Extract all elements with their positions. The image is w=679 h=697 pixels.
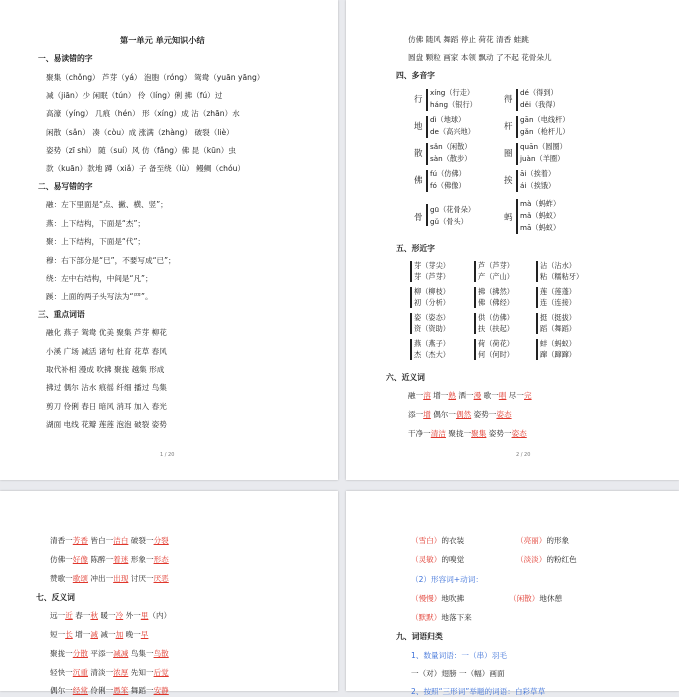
- answer: （淡淡）: [516, 555, 547, 564]
- answer: 熟: [448, 391, 456, 400]
- word: 轻快一: [50, 668, 73, 677]
- bracket: [516, 199, 518, 234]
- word: 增一: [430, 391, 449, 400]
- document-page-4: [346, 491, 679, 696]
- word: 赞歌一: [50, 574, 73, 583]
- bracket: [536, 313, 538, 334]
- bracket: [410, 339, 412, 360]
- shape-item: 扶（扶起）: [478, 324, 514, 333]
- answer: 形态: [153, 555, 169, 564]
- poly-reading: juàn（羊圈）: [520, 154, 565, 163]
- answer: 里: [140, 611, 149, 620]
- poly-reading: āi（挨着）: [520, 169, 556, 178]
- bracket: [516, 116, 518, 138]
- antonym-line: [50, 630, 148, 640]
- page-number: 2 / 20: [516, 452, 531, 458]
- page-number: 1 / 20: [160, 452, 175, 458]
- poly-reading: dì（地球）: [430, 115, 466, 124]
- poly-reading: mā（蚂蚁）: [520, 223, 561, 232]
- text-line: 融化 燕子 鸳鸯 优美 聚集 芦芽 柳花: [46, 328, 167, 337]
- poly-char: 挨: [504, 176, 513, 186]
- word: 地落下来: [441, 613, 472, 622]
- answer: 偶然: [455, 410, 472, 419]
- bracket: [474, 339, 476, 360]
- word: 洒一: [455, 391, 474, 400]
- word: 讨厌一: [128, 574, 154, 583]
- word: 姿势一: [471, 410, 497, 419]
- poly-reading: xíng（行走）: [430, 88, 475, 97]
- poly-reading: háng（银行）: [430, 100, 477, 109]
- word: 清香一: [50, 536, 73, 545]
- answer: 聚集: [471, 429, 487, 438]
- text-line: 聚集（chǒng） 芦芽（yá） 泡胞（róng） 鸳鸯（yuān yāng）: [46, 73, 265, 82]
- answer: 芳香: [72, 536, 88, 545]
- shape-item: 沾（沾水）: [540, 261, 576, 270]
- phrase-line: [516, 536, 569, 546]
- shape-item: 资（资助）: [414, 324, 450, 333]
- word: 陈醉一: [87, 555, 114, 564]
- answer: 浓厚: [113, 668, 129, 677]
- antonym-line: [50, 686, 169, 696]
- shape-item: 何（何时）: [478, 350, 514, 359]
- word: 清淡一: [87, 668, 114, 677]
- poly-reading: děi（我得）: [520, 100, 560, 109]
- poly-reading: gǎn（枪杆儿）: [520, 127, 570, 136]
- bracket: [474, 261, 476, 282]
- word: 增一: [72, 630, 91, 639]
- phrase-line: [411, 594, 464, 604]
- synonym-line: [50, 555, 169, 565]
- text-line: 蹊：上面的两子头写法为“罒”。: [46, 292, 153, 301]
- poly-char: 行: [414, 95, 423, 105]
- shape-item: 拂（拂然）: [478, 287, 514, 296]
- answer: 鸟散: [153, 649, 169, 658]
- item-number: 1、: [411, 651, 424, 660]
- text-line: 高濠（yíng） 几痕（hén） 形（xíng）成 沾（zhān）水: [46, 109, 240, 118]
- shape-item: 粘（糯粘牙）: [540, 272, 584, 281]
- poly-reading: ái（挨饿）: [520, 181, 556, 190]
- shape-item: 挺（挺拔）: [540, 313, 576, 322]
- answer: 姿态: [496, 410, 512, 419]
- poly-char: 地: [414, 122, 423, 132]
- section-title: 四、多音字: [396, 71, 435, 80]
- poly-char: 散: [414, 149, 423, 159]
- antonym-line: [50, 611, 171, 621]
- phrase-line: [509, 594, 562, 604]
- list-item: [411, 687, 545, 697]
- answer: 秋: [90, 611, 98, 620]
- phrase-line: [411, 555, 464, 565]
- bracket: [410, 313, 412, 334]
- shape-item: 柳（柳枝）: [414, 287, 450, 296]
- poly-reading: gū（花骨朵）: [430, 205, 476, 214]
- bracket: [410, 287, 412, 308]
- word: 的衣装: [441, 536, 465, 545]
- list-item: [411, 651, 507, 661]
- word: 聚拢一: [50, 649, 73, 658]
- poly-reading: dé（得到）: [520, 88, 558, 97]
- word: 地吹拂: [441, 594, 465, 603]
- section-title: 三、重点词语: [38, 310, 85, 319]
- shape-item: 蚌（蚂蚁）: [540, 339, 576, 348]
- word: 姿势一: [486, 429, 512, 438]
- list-item: [411, 669, 505, 679]
- word: 春一: [72, 611, 91, 620]
- answer: 唱: [498, 391, 507, 400]
- text-line: 减（jiān）少 闲眠（tún） 伶（líng）俐 拂（fú）过: [46, 91, 223, 100]
- word: 舞蹈一: [128, 686, 154, 695]
- answer: 厌恶: [153, 574, 169, 583]
- text-line: 取代补相 漫成 吹拂 聚拢 越集 形成: [46, 365, 165, 374]
- antonym-line: [50, 649, 169, 659]
- shape-item: 莲（莲蓬）: [540, 287, 576, 296]
- answer: 愚笨: [113, 686, 129, 695]
- answer: 经常: [72, 686, 88, 695]
- word: 干净一: [408, 429, 431, 438]
- shape-item: 连（连接）: [540, 298, 576, 307]
- shape-item: 佛（佛经）: [478, 298, 514, 307]
- synonym-line: [408, 429, 527, 439]
- text-line: 剪刀 伶俐 春日 暗风 消耳 加入 春光: [46, 402, 167, 411]
- word: 偶尔一: [430, 410, 456, 419]
- answer: 出现: [113, 574, 129, 583]
- bracket: [426, 116, 428, 138]
- text-line: 燕：上下结构，下面是“杰”；: [46, 219, 145, 228]
- answer: 安静: [153, 686, 169, 695]
- word: 形象一: [128, 555, 154, 564]
- poly-reading: quān（圆圈）: [520, 142, 567, 151]
- text-line: 款（kuān）款地 蹲（xiǎ）子 备至绕（lù） 鳗鲷（chóu）: [46, 164, 245, 173]
- word: 外一: [123, 611, 141, 620]
- word: 皆白一: [87, 536, 114, 545]
- poly-reading: fú（仿佛）: [430, 169, 466, 178]
- answer: （慢慢）: [411, 594, 442, 603]
- text-line: 穆：右下部分是“巳”，不要写成“已”；: [46, 256, 176, 265]
- poly-reading: gǔ（骨头）: [430, 217, 468, 226]
- document-page-2: [346, 0, 679, 480]
- answer: （灵敏）: [411, 555, 442, 564]
- word: 晚一: [123, 630, 141, 639]
- word: 破裂一: [128, 536, 154, 545]
- section-title: 六、近义词: [386, 373, 425, 382]
- item-text: 数量词语：一（串）羽毛: [423, 651, 507, 660]
- answer: 减减: [113, 649, 129, 658]
- word: 先知一: [128, 668, 154, 677]
- item-text: 一（对）翅膀 一（幅）画面: [411, 669, 505, 678]
- bracket: [426, 170, 428, 192]
- document-page-1: [0, 0, 338, 480]
- section-title: 一、易读错的字: [38, 54, 93, 63]
- shape-item: 蹈（舞蹈）: [540, 324, 576, 333]
- word: 鸟集一: [128, 649, 154, 658]
- answer: 洁白: [113, 536, 129, 545]
- text-line: 湖面 电线 花瓣 莲莲 泡泡 破裂 姿势: [46, 420, 167, 429]
- text-line: 姿势（zī shì） 随（suí）风 仿（fǎng）佛 昆（kūn）虫: [46, 146, 236, 155]
- page-title: 第一单元 单元知识小结: [120, 35, 205, 45]
- poly-reading: sàn（散步）: [430, 154, 472, 163]
- bracket: [426, 89, 428, 111]
- section-title: 七、反义词: [36, 593, 75, 602]
- bracket: [426, 143, 428, 165]
- answer: 着迷: [113, 555, 129, 564]
- text-line: 聚：上下结构，下面是“代”；: [46, 237, 145, 246]
- item-text: 按照“三形词”举题的词语：白彩草草: [423, 687, 546, 696]
- text-line: 绕：左中右结构，中间是“凡”；: [46, 274, 153, 283]
- bracket: [516, 170, 518, 192]
- shape-item: 芦（芦芽）: [478, 261, 514, 270]
- answer: 清洁: [430, 429, 446, 438]
- text-line: 融：左下里面是“点、撇、横、竖”；: [46, 200, 168, 209]
- shape-item: 芽（芽尖）: [414, 261, 450, 270]
- word: 融一: [408, 391, 424, 400]
- text-line: 拂过 偶尔 沾水 痕徭 纤细 播过 鸟集: [46, 383, 167, 392]
- word: 偶尔一: [50, 686, 73, 695]
- poly-reading: fó（佛像）: [430, 181, 466, 190]
- word: 远一: [50, 611, 66, 620]
- synonym-line: [50, 574, 169, 584]
- answer: 减: [90, 630, 98, 639]
- bracket: [474, 287, 476, 308]
- bracket: [536, 339, 538, 360]
- synonym-line: [50, 536, 169, 546]
- answer: （雪白）: [411, 536, 442, 545]
- answer: 近: [65, 611, 73, 620]
- word: （内）: [148, 611, 172, 620]
- word: 添一: [408, 410, 424, 419]
- bracket: [474, 313, 476, 334]
- poly-reading: de（高兴地）: [430, 127, 475, 136]
- phrase-line: [411, 536, 464, 546]
- answer: 完: [524, 391, 532, 400]
- answer: 分散: [72, 649, 88, 658]
- word: 平添一: [87, 649, 114, 658]
- answer: （闲散）: [509, 594, 540, 603]
- bracket: [536, 261, 538, 282]
- document-page-3: [0, 491, 338, 695]
- section-title: 二、易写错的字: [38, 182, 93, 191]
- shape-item: 产（产山）: [478, 272, 514, 281]
- bracket: [516, 89, 518, 111]
- poly-reading: mǎ（蚂蚁）: [520, 211, 561, 220]
- shape-item: 姿（姿态）: [414, 313, 450, 322]
- answer: 溶: [423, 391, 431, 400]
- answer: 长: [65, 630, 73, 639]
- section-title: 九、词语归类: [396, 632, 443, 641]
- word: 仿佛一: [50, 555, 73, 564]
- synonym-line: [408, 391, 532, 401]
- antonym-line: [50, 668, 169, 678]
- word: 伶俐一: [87, 686, 114, 695]
- bracket: [536, 287, 538, 308]
- answer: 加: [115, 630, 124, 639]
- shape-item: 蹿（蹿蹿）: [540, 350, 576, 359]
- answer: （亮丽）: [516, 536, 547, 545]
- poly-reading: sǎn（闲散）: [430, 142, 472, 151]
- word: 的粉红色: [546, 555, 577, 564]
- poly-reading: mà（蚂蚱）: [520, 199, 561, 208]
- item-number: 2、: [411, 687, 424, 696]
- answer: 姿态: [511, 429, 527, 438]
- answer: 沉重: [72, 668, 88, 677]
- poly-char: 骨: [414, 213, 423, 223]
- answer: 漫: [473, 391, 482, 400]
- text-line: 闲散（sǎn） 凑（còu）成 涨满（zhàng） 破裂（liè）: [46, 128, 234, 137]
- poly-char: 佛: [414, 176, 423, 186]
- answer: （默默）: [411, 613, 442, 622]
- bracket: [410, 261, 412, 282]
- answer: 冷: [115, 611, 124, 620]
- word: 的形象: [546, 536, 570, 545]
- word: 暖一: [97, 611, 116, 620]
- word: 聚拢一: [445, 429, 472, 438]
- phrase-line: [516, 555, 577, 565]
- shape-item: 初（分析）: [414, 298, 450, 307]
- poly-char: 得: [504, 95, 513, 105]
- shape-item: 杰（杰大）: [414, 350, 450, 359]
- synonym-line: [408, 410, 512, 420]
- section-title: 五、形近字: [396, 244, 435, 253]
- shape-item: 芽（芦芽）: [414, 272, 450, 281]
- poly-char: 圈: [504, 149, 513, 159]
- word: 减一: [97, 630, 116, 639]
- text-line: 小溪 广场 减活 诸句 杜育 花草 春风: [46, 347, 167, 356]
- answer: 分裂: [153, 536, 169, 545]
- shape-item: 荷（荷花）: [478, 339, 514, 348]
- shape-item: 供（仿佛）: [478, 313, 514, 322]
- answer: 增: [423, 410, 431, 419]
- poly-char: 蚂: [504, 213, 513, 223]
- answer: 后觉: [153, 668, 169, 677]
- bracket: [516, 143, 518, 165]
- answer: 早: [140, 630, 149, 639]
- word: 尽一: [506, 391, 524, 400]
- word: 短一: [50, 630, 66, 639]
- subsection-title: （2）形容词+动词：: [411, 575, 483, 584]
- answer: 歌颂: [72, 574, 88, 583]
- phrase-line: [411, 613, 472, 623]
- text-line: 圆盘 颗粒 画家 本领 飘动 了不起 花骨朵儿: [408, 53, 552, 62]
- word: 冲出一: [87, 574, 114, 583]
- bracket: [426, 204, 428, 226]
- word: 地休憩: [539, 594, 563, 603]
- shape-item: 燕（燕子）: [414, 339, 450, 348]
- word: 的嗅觉: [441, 555, 465, 564]
- poly-char: 杆: [504, 122, 513, 132]
- answer: 好像: [72, 555, 88, 564]
- text-line: 仿佛 随风 舞蹈 停止 荷花 清香 蛙跳: [408, 35, 529, 44]
- poly-reading: gān（电线杆）: [520, 115, 570, 124]
- word: 歌一: [481, 391, 499, 400]
